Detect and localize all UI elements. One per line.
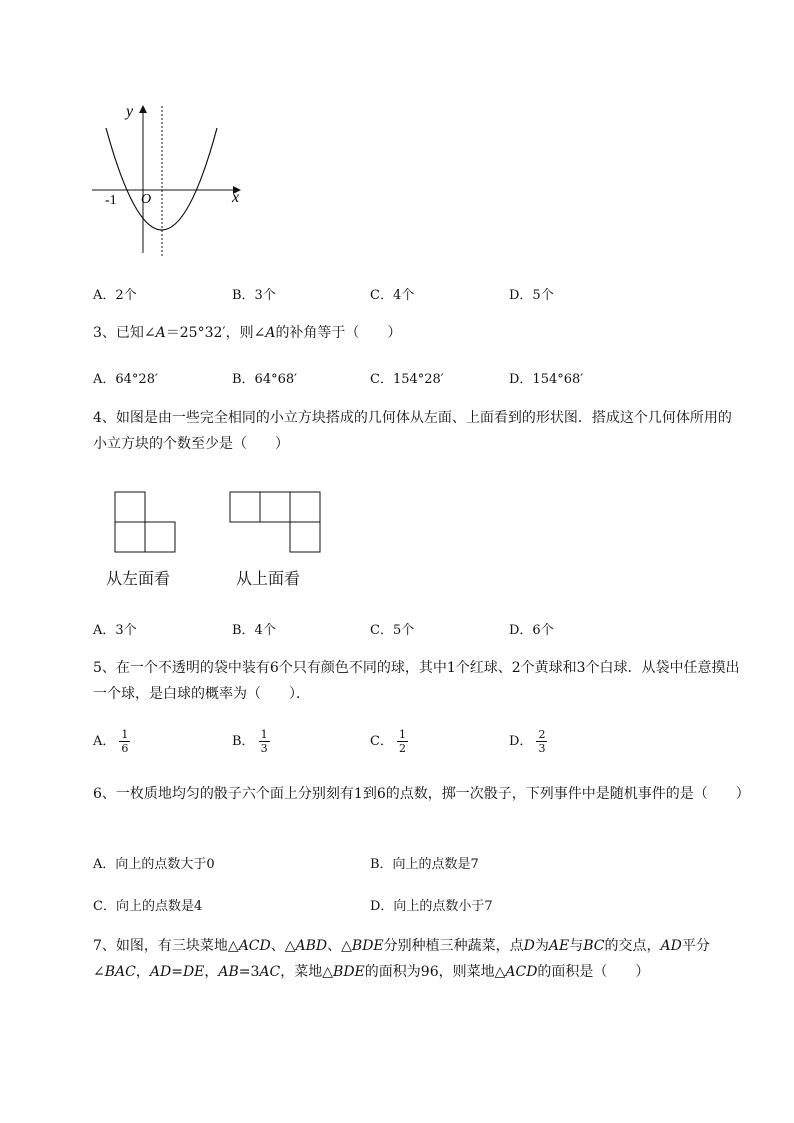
q4-stem: 4、如图是由一些完全相同的小立方块搭成的几何体从左面、上面看到的形状图．搭成这个几何体所用的小立方块的个数至少是（ ）: [93, 410, 732, 452]
q2-option-b[interactable]: B．3个: [232, 288, 276, 303]
q6-stem: 6、一枚质地均匀的骰子六个面上分别刻有1到6的点数，掷一次骰子，下列事件中是随机事件的是（ ）: [93, 786, 750, 802]
q3-option-a[interactable]: A．64°28′: [93, 372, 158, 387]
top-view-cell: [290, 492, 320, 522]
left-view-figure: [114, 491, 178, 555]
q4-option-a[interactable]: A．3个: [93, 623, 137, 638]
q3-option-c[interactable]: C．154°28′: [370, 372, 444, 387]
q6-option-d[interactable]: D．向上的点数小于7: [370, 899, 493, 914]
fraction: $\frac{1}{2}$: [398, 728, 406, 755]
y-axis-arrow: [139, 105, 147, 113]
top-view-caption: 从上面看: [236, 569, 301, 588]
q5-stem: 5、在一个不透明的袋中装有6个只有颜色不同的球，其中1个红球、2个黄球和3个白球．从袋中任意摸出一个球，是白球的概率为（ ）．: [93, 660, 740, 702]
q4-option-d[interactable]: D．6个: [509, 623, 554, 638]
q6-option-a[interactable]: A．向上的点数大于0: [93, 857, 215, 872]
neg-one-label: -1: [105, 193, 117, 208]
parabola-graph: [88, 98, 248, 260]
y-axis-label: y: [126, 103, 134, 120]
top-view-cell: [230, 492, 260, 522]
fraction: $\frac{1}{6}$: [121, 728, 129, 755]
left-view-cell: [115, 522, 145, 552]
q2-option-d[interactable]: D．5个: [509, 288, 554, 303]
top-view-cell: [260, 492, 290, 522]
q5-option-c[interactable]: C． $\frac{1}{2}$: [370, 728, 406, 755]
left-view-caption: 从左面看: [106, 569, 171, 588]
q3-option-d[interactable]: D．154°68′: [509, 372, 584, 387]
q4-option-b[interactable]: B．4个: [232, 623, 276, 638]
q5-option-b[interactable]: B． $\frac{1}{3}$: [232, 728, 268, 755]
top-view-cell: [290, 522, 320, 552]
origin-label: O: [141, 192, 152, 207]
q5-option-a[interactable]: A． $\frac{1}{6}$: [93, 728, 129, 755]
q7-stem-line2: ∠BAC，AD=DE，AB=3AC，菜地△BDE的面积为96，则菜地△ACD的面积是（ ）: [93, 964, 650, 980]
q4-option-c[interactable]: C．5个: [370, 623, 415, 638]
q6-option-c[interactable]: C．向上的点数是4: [93, 899, 203, 914]
q6-option-b[interactable]: B．向上的点数是7: [370, 857, 479, 872]
q3-option-b[interactable]: B．64°68′: [232, 372, 298, 387]
q2-option-a[interactable]: A．2个: [93, 288, 137, 303]
fraction: $\frac{2}{3}$: [538, 728, 546, 755]
fraction: $\frac{1}{3}$: [260, 728, 268, 755]
left-view-cell: [145, 522, 175, 552]
q5-option-d[interactable]: D． $\frac{2}{3}$: [509, 728, 546, 755]
q7-stem-line1: 7、如图，有三块菜地△ACD、△ABD、△BDE分别种植三种蔬菜，点D为AE与BC的交点，AD平分: [93, 938, 710, 954]
q2-option-c[interactable]: C．4个: [370, 288, 415, 303]
left-view-cell: [115, 492, 145, 522]
top-view-figure: [229, 491, 323, 555]
q3-stem: 3、已知∠A＝25°32′，则∠A的补角等于（ ）: [93, 325, 402, 341]
x-axis-label: x: [232, 189, 240, 206]
